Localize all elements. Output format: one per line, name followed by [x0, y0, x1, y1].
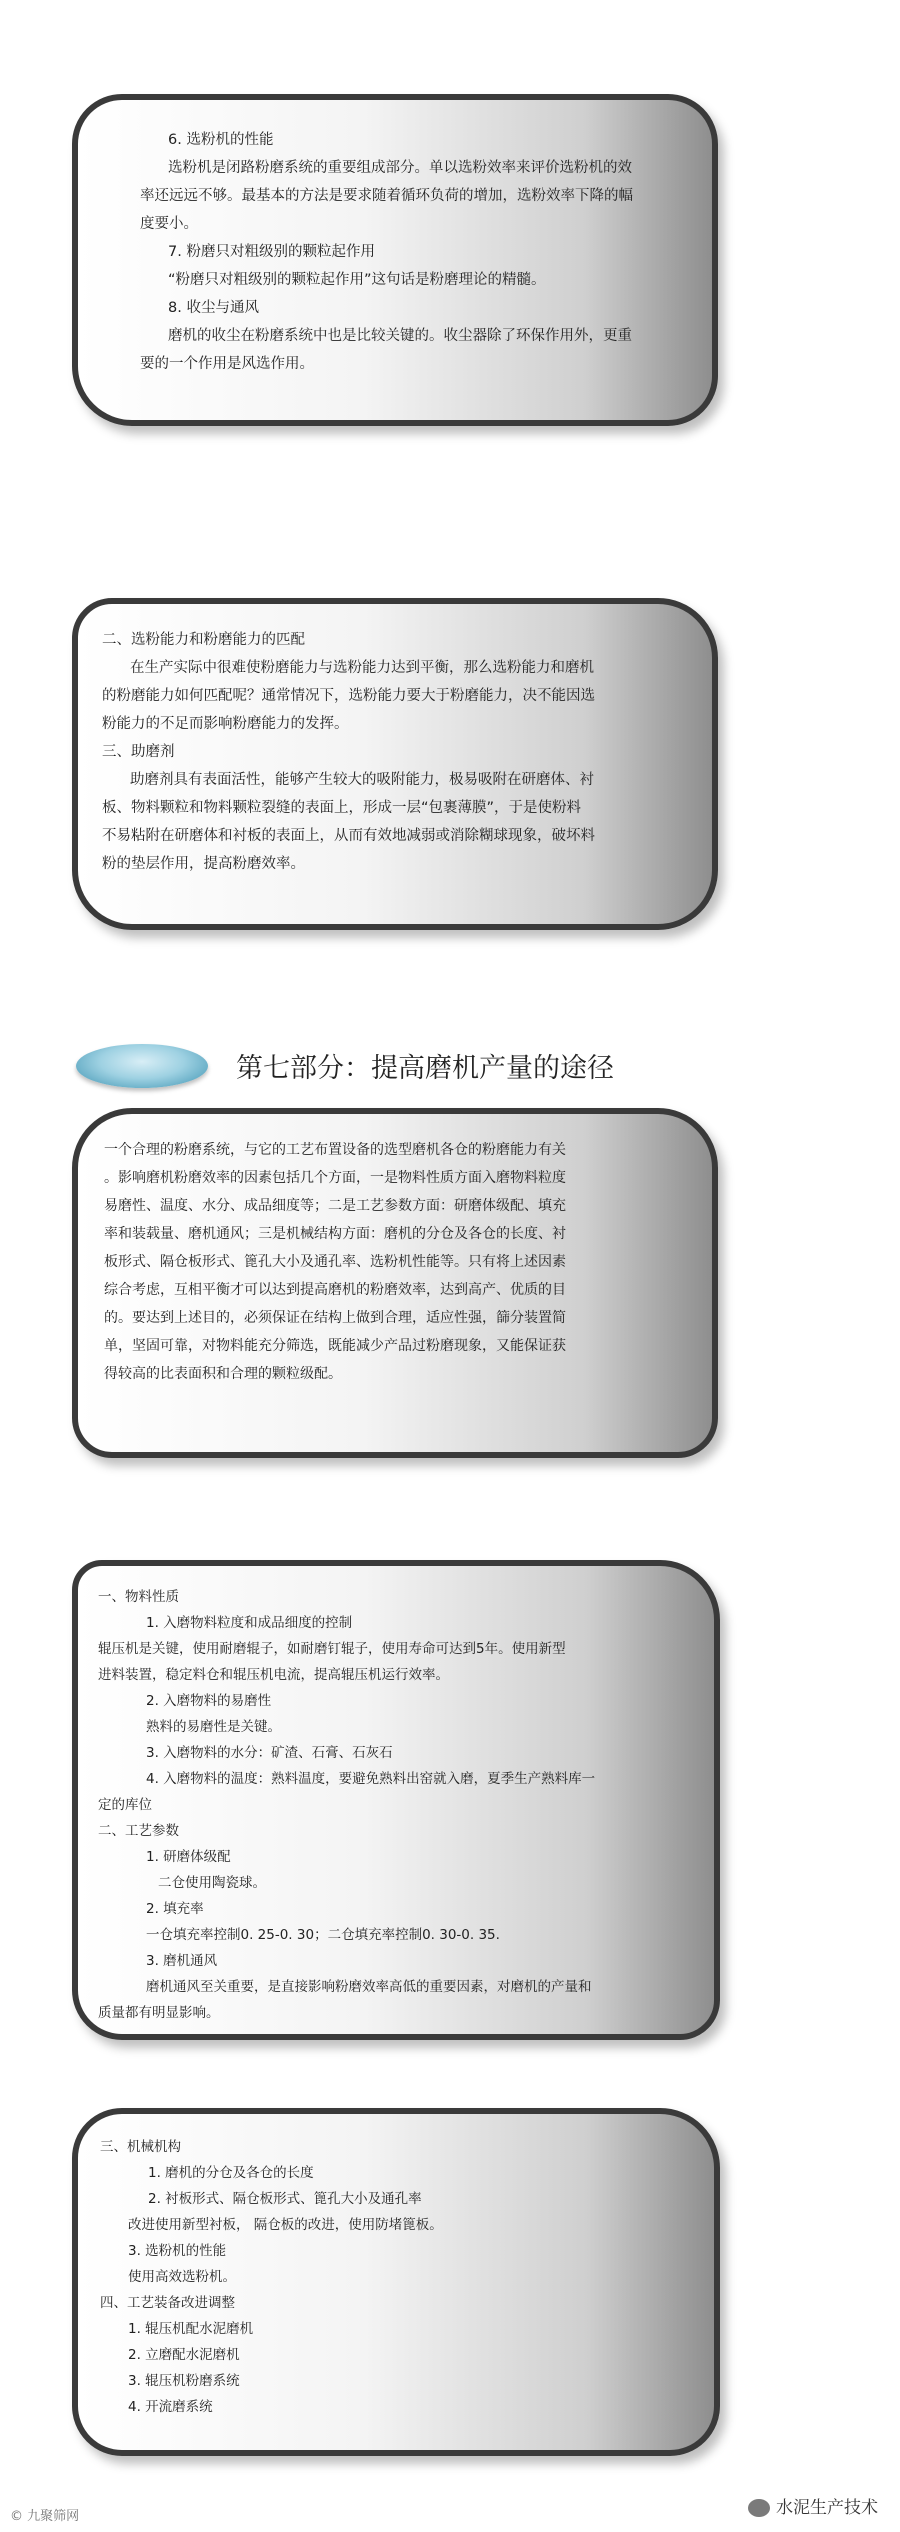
text-line: 磨机的收尘在粉磨系统中也是比较关键的。收尘器除了环保作用外，更重 [168, 328, 632, 344]
text-line: 在生产实际中很难使粉磨能力与选粉能力达到平衡，那么选粉能力和磨机 [130, 660, 594, 676]
text-line: 3. 磨机通风 [146, 1953, 218, 1969]
text-line: 粉能力的不足而影响粉磨能力的发挥。 [102, 716, 349, 732]
text-line: 。影响磨机粉磨效率的因素包括几个方面，一是物料性质方面入磨物料粒度 [104, 1170, 566, 1186]
text-line: 辊压机是关键，使用耐磨辊子，如耐磨钉辊子，使用寿命可达到5年。使用新型 [98, 1641, 566, 1657]
text-line: 2. 立磨配水泥磨机 [128, 2347, 240, 2363]
text-line: 选粉机是闭路粉磨系统的重要组成部分。单以选粉效率来评价选粉机的效 [168, 160, 632, 176]
text-line: 熟料的易磨性是关键。 [146, 1719, 281, 1735]
text-line: 2. 入磨物料的易磨性 [146, 1693, 272, 1709]
text-line: 的。要达到上述目的，必须保证在结构上做到合理，适应性强，篩分装置简 [104, 1310, 566, 1326]
footer-account-name: 水泥生产技术 [776, 2498, 878, 2518]
text-line: 度要小。 [140, 216, 198, 232]
text-line: 一个合理的粉磨系统，与它的工艺布置设备的选型磨机各仓的粉磨能力有关 [104, 1142, 566, 1158]
text-line: 1. 辊压机配水泥磨机 [128, 2321, 254, 2337]
text-line: 7. 粉磨只对粗级别的颗粒起作用 [168, 244, 375, 260]
text-line: 板形式、隔仓板形式、篦孔大小及通孔率、选粉机性能等。只有将上述因素 [104, 1254, 566, 1270]
section-heading [72, 1038, 720, 1094]
text-line: 四、工艺装备改进调整 [100, 2295, 235, 2311]
text-line: 1. 研磨体级配 [146, 1849, 231, 1865]
text-card-selector-section [72, 94, 718, 426]
text-line: 二、选粉能力和粉磨能力的匹配 [102, 632, 305, 648]
text-line: 二仓使用陶瓷球。 [158, 1875, 266, 1891]
text-line: 2. 衬板形式、隔仓板形式、篦孔大小及通孔率 [148, 2191, 422, 2207]
section-title: 第七部分：提高磨机产量的途径 [236, 1053, 614, 1084]
text-card-mechanical-equipment [72, 2108, 720, 2456]
text-line: 一仓填充率控制0. 25-0. 30；二仓填充率控制0. 30-0. 35. [146, 1927, 500, 1943]
text-line: 率还远远不够。最基本的方法是要求随着循环负荷的增加，选粉效率下降的幅 [140, 188, 633, 204]
text-line: 3. 选粉机的性能 [128, 2243, 227, 2259]
wechat-icon [748, 2499, 770, 2517]
text-line: 综合考虑，互相平衡才可以达到提高磨机的粉磨效率，达到高产、优质的目 [104, 1282, 566, 1298]
text-line: 三、助磨剂 [102, 744, 175, 760]
text-line: 粉的垫层作用，提高粉磨效率。 [102, 856, 305, 872]
text-line: 4. 开流磨系统 [128, 2399, 213, 2415]
text-line: 磨机通风至关重要，是直接影响粉磨效率高低的重要因素，对磨机的产量和 [146, 1979, 592, 1995]
text-line: 4. 入磨物料的温度：熟料温度，要避免熟料出窑就入磨，夏季生产熟料库一 [146, 1771, 596, 1787]
text-line: 得较高的比表面积和合理的颗粒级配。 [104, 1366, 342, 1382]
text-line: 助磨剂具有表面活性，能够产生较大的吸附能力，极易吸附在研磨体、衬 [130, 772, 594, 788]
text-line: 定的库位 [98, 1797, 152, 1813]
corner-watermark: © 九聚筛网 [10, 2509, 80, 2524]
text-line: 3. 辊压机粉磨系统 [128, 2373, 240, 2389]
text-line: 板、物料颗粒和物料颗粒裂缝的表面上，形成一层“包裹薄膜”，于是使粉料 [102, 800, 582, 816]
text-line: 进料装置，稳定料仓和辊压机电流，提高辊压机运行效率。 [98, 1667, 449, 1683]
text-line: 1. 入磨物料粒度和成品细度的控制 [146, 1615, 353, 1631]
text-line: 的粉磨能力如何匹配呢？通常情况下，选粉能力要大于粉磨能力，决不能因选 [102, 688, 595, 704]
text-card-material-process [72, 1560, 720, 2040]
text-line: 率和装载量、磨机通风；三是机械结构方面：磨机的分仓及各仓的长度、衬 [104, 1226, 566, 1242]
ellipse-bullet-icon [76, 1044, 208, 1088]
text-card-intro [72, 1108, 718, 1458]
text-line: 8. 收尘与通风 [168, 300, 259, 316]
text-line: 要的一个作用是风选作用。 [140, 356, 314, 372]
text-line: 三、机械机构 [100, 2139, 181, 2155]
text-line: 易磨性、温度、水分、成品细度等；二是工艺参数方面：研磨体级配、填充 [104, 1198, 566, 1214]
text-line: 改进使用新型衬板， 隔仓板的改进，使用防堵篦板。 [128, 2217, 443, 2233]
text-line: 使用高效选粉机。 [128, 2269, 236, 2285]
text-line: 6. 选粉机的性能 [168, 132, 274, 148]
text-line: 1. 磨机的分仓及各仓的长度 [148, 2165, 314, 2181]
footer-account [748, 2493, 878, 2518]
text-line: 二、工艺参数 [98, 1823, 179, 1839]
text-line: 一、物料性质 [98, 1589, 179, 1605]
text-line: “粉磨只对粗级别的颗粒起作用”这句话是粉磨理论的精髓。 [168, 272, 546, 288]
text-line: 不易粘附在研磨体和衬板的表面上，从而有效地减弱或消除糊球现象，破坏料 [102, 828, 595, 844]
text-card-matching-section [72, 598, 718, 930]
text-line: 质量都有明显影响。 [98, 2005, 220, 2021]
text-line: 单，坚固可靠，对物料能充分筛选，既能减少产品过粉磨现象，又能保证获 [104, 1338, 566, 1354]
text-line: 2. 填充率 [146, 1901, 204, 1917]
text-line: 3. 入磨物料的水分：矿渣、石膏、石灰石 [146, 1745, 393, 1761]
